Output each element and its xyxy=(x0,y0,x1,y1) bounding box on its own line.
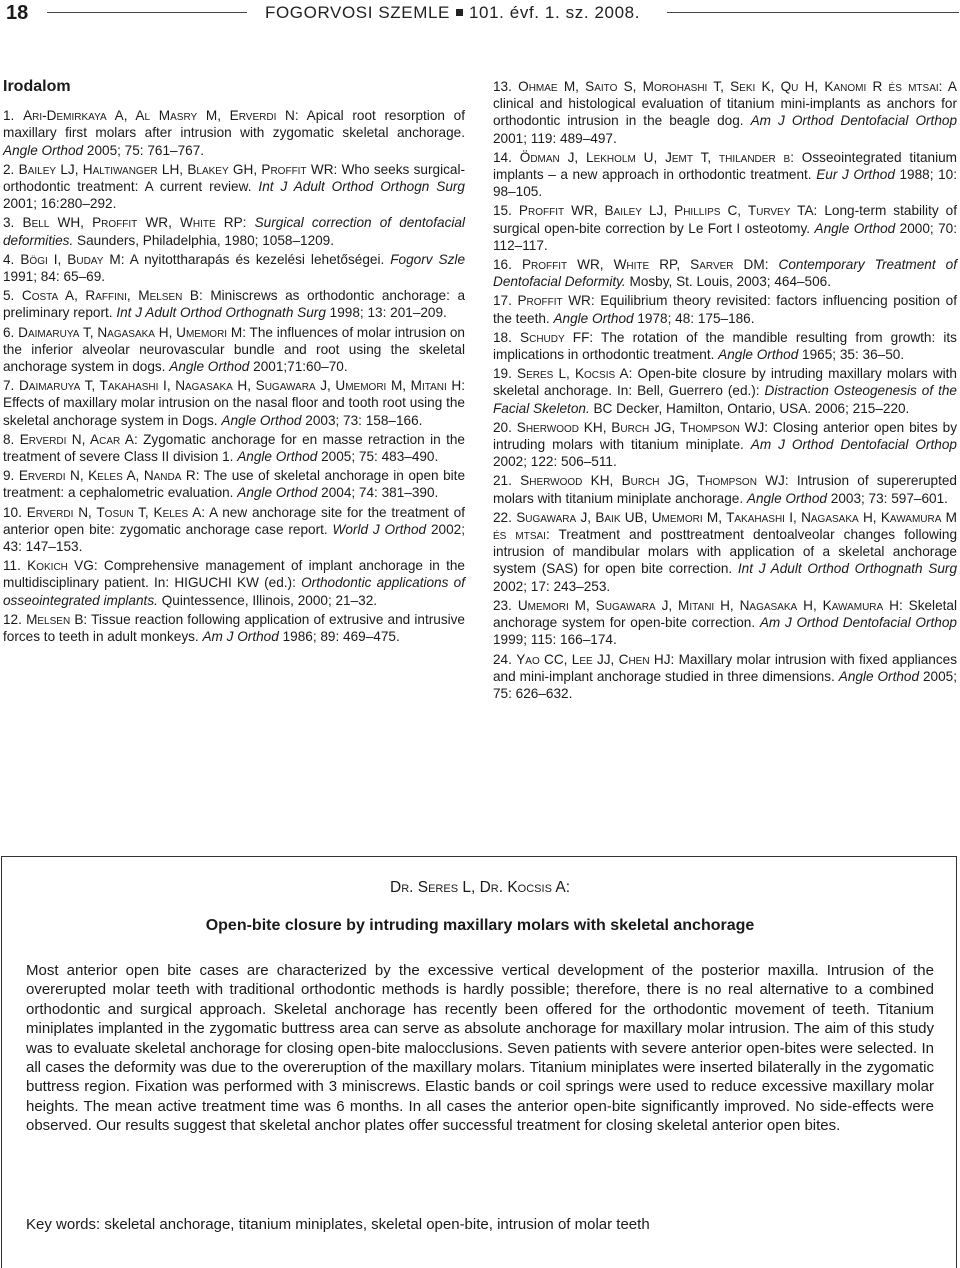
reference-text: : Osseointegrated titanium implants – a new approach in orthodontic treatment. xyxy=(493,149,957,183)
journal-name: FOGORVOSI SZEMLE xyxy=(265,3,450,22)
reference-text: : Equilibrium theory revisited: factors influencing position of the teeth. xyxy=(493,293,957,326)
reference-tail: Saunders, Philadelphia, 1980; 1058–1209. xyxy=(73,232,335,248)
reference-journal: Contemporary Treatment of Dentofacial Deformity. xyxy=(493,257,957,290)
reference-text: : Treatment and posttreatment dentoalveolar changes following intrusion of mandibular molars with application of a skeletal anchorage system (SAS) for open bite correction. xyxy=(493,527,957,577)
reference-item xyxy=(3,287,465,321)
reference-authors: Erverdi N, Keles A, Nanda R xyxy=(18,468,196,484)
abstract-authors: Dr. Seres L, Dr. Kocsis A: xyxy=(390,879,570,896)
reference-n: 24. xyxy=(493,651,517,667)
reference-item xyxy=(493,419,957,471)
reference-authors: Bell WH, Proffit WR, White RP xyxy=(22,215,243,231)
reference-list-right xyxy=(493,78,957,702)
reference-journal: Am J Orthod xyxy=(202,629,279,645)
reference-authors: Melsen B xyxy=(26,611,84,627)
reference-journal: Angle Orthod xyxy=(3,142,84,158)
references-left-column xyxy=(3,78,465,647)
journal-issue: 101. évf. 1. sz. 2008. xyxy=(469,3,641,22)
reference-n: 8. xyxy=(3,431,20,447)
reference-authors: Kokich VG xyxy=(27,558,94,574)
reference-text: : Miniscrews as orthodontic anchorage: a preliminary report. xyxy=(3,288,465,321)
reference-n: 20. xyxy=(493,419,517,435)
reference-tail: 1998; 13: 201–209. xyxy=(325,305,447,321)
reference-item xyxy=(3,251,465,285)
reference-authors: Proffit WR, Bailey LJ, Phillips C, Turvey TA xyxy=(518,203,814,219)
reference-n: 9. xyxy=(3,468,19,484)
reference-item xyxy=(3,504,465,556)
reference-n: 16. xyxy=(493,257,522,273)
reference-tail: 2002; 122: 506–511. xyxy=(493,454,617,470)
reference-journal: Am J Orthod Dentofacial Orthop xyxy=(759,615,957,631)
references-heading: Irodalom xyxy=(3,78,71,95)
reference-item xyxy=(493,472,957,506)
reference-text: : The use of skeletal anchorage in open bite treatment: a cephalometric evaluation. xyxy=(3,468,466,501)
reference-item xyxy=(3,611,465,645)
reference-list-left xyxy=(3,107,465,645)
reference-text: : Who seeks surgical-orthodontic treatment: A current review. xyxy=(3,161,465,195)
reference-text: : Tissue reaction following application of extrusive and intrusive forces to teeth in adult monkeys. xyxy=(3,611,465,645)
reference-authors: Daimaruya T, Nagasaka H, Umemori M xyxy=(18,324,243,340)
reference-tail: 2005; 75: 761–767. xyxy=(83,142,205,158)
reference-n: 3. xyxy=(3,215,23,231)
reference-n: 1. xyxy=(3,108,24,124)
reference-n: 17. xyxy=(493,293,518,309)
reference-item xyxy=(493,597,957,649)
reference-item xyxy=(493,149,957,201)
reference-tail: 2000; 70: 112–117. xyxy=(493,220,958,253)
reference-item xyxy=(3,107,465,159)
reference-authors: Sherwood KH, Burch JG, Thompson WJ xyxy=(516,419,765,435)
reference-journal: Angle Orthod xyxy=(553,310,634,326)
reference-authors: Erverdi N, Tosun T, Keles A xyxy=(26,504,202,520)
reference-item xyxy=(493,202,957,254)
reference-authors: Ohmae M, Saito S, Morohashi T, Seki K, Qu H, Kanomi R és mtsai xyxy=(518,79,939,94)
reference-text: : xyxy=(764,257,779,273)
reference-text: : Maxillary molar intrusion with fixed appliances and mini-implant anchorage studied in three dimensions. xyxy=(493,651,957,684)
reference-journal: Int J Adult Orthod Orthogn Surg xyxy=(258,179,465,195)
reference-journal: Orthodontic applications of osseointegrated implants. xyxy=(3,575,465,608)
reference-authors: Daimaruya T, Takahashi I, Nagasaka H, Sugawara J, Umemori M, Mitani H xyxy=(18,378,462,394)
reference-journal: Angle Orthod xyxy=(169,359,250,375)
reference-journal: Am J Orthod Dentofacial Orthop xyxy=(750,113,958,129)
reference-authors: Bögi I, Buday M xyxy=(20,251,121,267)
reference-item xyxy=(3,467,465,501)
reference-text: : Comprehensive management of implant anchorage in the multidisciplinary patient. In: HIGUCHI KW (ed.): xyxy=(3,558,465,591)
reference-tail: 2001;71:60–70. xyxy=(249,359,348,375)
reference-journal: World J Orthod xyxy=(332,521,427,537)
reference-journal: Surgical correction of dentofacial deformities. xyxy=(3,215,465,248)
reference-journal: Angle Orthod xyxy=(221,412,302,428)
reference-n: 18. xyxy=(493,329,521,345)
reference-text: : Effects of maxillary molar intrusion on the nasal floor and tooth root using the skeletal anchorage system in Dogs. xyxy=(3,378,465,428)
reference-journal: Angle Orthod xyxy=(838,668,920,684)
reference-text: : A clinical and histological evaluation of titanium mini-implants as anchors for orthodontic intrusion in the beagle dog. xyxy=(493,79,957,129)
reference-authors: Ödman J, Lekholm U, Jemt T, thilander b xyxy=(519,149,791,165)
square-bullet-icon xyxy=(456,9,463,16)
reference-tail: BC Decker, Hamilton, Ontario, USA. 2006; 215–220. xyxy=(589,400,910,416)
reference-authors: Costa A, Raffini, Melsen B xyxy=(21,288,199,304)
reference-text: : xyxy=(242,215,255,231)
reference-item xyxy=(3,324,465,376)
reference-n: 19. xyxy=(493,366,518,382)
reference-tail: 2001; 16:280–292. xyxy=(3,196,117,212)
reference-n: 14. xyxy=(493,149,520,165)
reference-tail: 1965; 35: 36–50. xyxy=(798,347,905,363)
reference-tail: 2001; 119: 489–497. xyxy=(493,130,617,146)
reference-tail: Mosby, St. Louis, 2003; 464–506. xyxy=(625,274,832,290)
reference-n: 12. xyxy=(3,611,27,627)
reference-item xyxy=(3,377,465,429)
reference-tail: 2002; 17: 243–253. xyxy=(493,578,611,594)
reference-n: 7. xyxy=(3,378,19,394)
reference-item xyxy=(3,557,465,609)
reference-item xyxy=(493,292,957,326)
reference-authors: Umemori M, Sugawara J, Mitani H, Nagasaka H, Kawamura H xyxy=(517,597,899,613)
reference-authors: Schudy FF xyxy=(520,329,590,345)
reference-n: 22. xyxy=(493,509,517,525)
reference-journal: Angle Orthod xyxy=(237,449,318,465)
reference-n: 11. xyxy=(3,558,28,574)
reference-text: : The influences of molar intrusion on the inferior alveolar neurovascular bundle and root using the skeletal anchorage system in dogs. xyxy=(3,324,465,375)
reference-n: 10. xyxy=(3,504,27,520)
reference-authors: Proffit WR, White RP, Sarver DM xyxy=(521,257,765,273)
reference-text: : Open-bite closure by intruding maxillary molars with skeletal anchorage. In: Bell, Guerrero (ed.): xyxy=(493,366,957,399)
reference-text: : A new anchorage site for the treatment of anterior open bite: zygomatic anchorage case report. xyxy=(3,504,465,537)
header-rule-right xyxy=(667,12,959,13)
reference-item xyxy=(3,214,465,248)
reference-item xyxy=(3,431,465,465)
reference-authors: Sherwood KH, Burch JG, Thompson WJ xyxy=(520,473,785,489)
reference-text: : Closing anterior open bites by intruding molars with titanium miniplate. xyxy=(493,419,957,453)
english-abstract xyxy=(1,856,957,1268)
reference-authors: Proffit WR xyxy=(517,293,591,309)
reference-n: 6. xyxy=(3,324,19,340)
reference-authors: Sugawara J, Baik UB, Umemori M, Takahashi I, Nagasaka H, Kawamura M és mtsai xyxy=(493,509,957,543)
reference-item xyxy=(3,161,465,213)
reference-journal: Distraction Osteogenesis of the Facial Skeleton. xyxy=(493,383,957,416)
reference-text: : Apical root resorption of maxillary first molars after intrusion with zygomatic skeletal anchorage. xyxy=(3,108,466,141)
reference-journal: Angle Orthod xyxy=(237,485,318,501)
reference-authors: Bailey LJ, Haltiwanger LH, Blakey GH, Proffit WR xyxy=(18,161,334,177)
running-header xyxy=(3,0,957,30)
reference-journal: Am J Orthod Dentofacial Orthop xyxy=(750,437,957,453)
reference-item xyxy=(493,509,957,595)
reference-journal: Int J Adult Orthod Orthognath Surg xyxy=(116,305,326,321)
reference-item xyxy=(493,651,957,703)
abstract-keywords: Key words: skeletal anchorage, titanium miniplates, skeletal open-bite, intrusion of molar teeth xyxy=(26,1216,650,1233)
reference-tail: 1991; 84: 65–69. xyxy=(3,269,106,285)
reference-tail: 1978; 48: 175–186. xyxy=(633,310,755,326)
reference-text: : Zygomatic anchorage for en masse retraction in the treatment of severe Class II division 1. xyxy=(3,431,465,465)
reference-tail: 2005; 75: 626–632. xyxy=(493,668,957,701)
reference-tail: 1988; 10: 98–105. xyxy=(493,167,957,200)
reference-item xyxy=(493,256,957,290)
reference-n: 21. xyxy=(493,473,521,489)
reference-n: 13. xyxy=(493,79,519,94)
reference-tail: Quintessence, Illinois, 2000; 21–32. xyxy=(157,592,378,608)
reference-journal: Angle Orthod xyxy=(814,220,896,236)
reference-tail: 1999; 115: 166–174. xyxy=(493,632,617,648)
reference-text: : Skeletal anchorage system for open-bite correction. xyxy=(493,597,957,631)
reference-n: 23. xyxy=(493,597,518,613)
reference-journal: Angle Orthod xyxy=(746,490,827,506)
reference-text: : Long-term stability of surgical open-bite correction by Le Fort I osteotomy. xyxy=(493,203,957,236)
page-number: 18 xyxy=(6,2,29,24)
reference-n: 2. xyxy=(3,161,19,177)
header-rule-left xyxy=(47,12,247,13)
abstract-title: Open-bite closure by intruding maxillary molars with skeletal anchorage xyxy=(205,917,755,934)
reference-journal: Angle Orthod xyxy=(718,347,799,363)
abstract-body: Most anterior open bite cases are characterized by the excessive vertical development of the posterior maxilla. Intrusion of the overerupted molar teeth with traditional orthodontic methods is hardly possible; therefore, there is no real alternative to a combined orthodontic and surgical approach. Skeletal anchorage has recently been offered for the orthodontic movement of teeth. Titanium miniplates implanted in the zygomatic buttress area can serve as absolute anchorage for maxillary molar intrusion. The aim of this study was to evaluate skeletal anchorage for closing open-bite malocclusions. Seven patients with severe anterior open-bites were selected. In all cases the deformity was due to the overeruption of the maxillary molars. Titanium miniplates were inserted bilaterally in the zygomatic buttress region. Fixation was performed with 3 miniscrews. Elastic bands or coil springs were used to reduce excessive maxillary molar heights. The mean active treatment time was 6 months. In all cases the anterior open-bite significantly improved. No side-effects were observed. Our results suggest that skeletal anchor plates offer successful treatment for closing skeletal anterior open bites. xyxy=(26,962,934,1135)
reference-journal: Int J Adult Orthod Orthognath Surg xyxy=(737,561,958,577)
reference-n: 4. xyxy=(3,251,21,267)
reference-item xyxy=(493,78,957,147)
reference-item xyxy=(493,329,957,363)
reference-journal: Fogorv Szle xyxy=(390,251,466,267)
reference-tail: 2003; 73: 597–601. xyxy=(826,490,948,506)
journal-title xyxy=(265,3,640,23)
reference-authors: Seres L, Kocsis A xyxy=(517,366,629,382)
reference-text: : Intrusion of supererupted molars with titanium miniplate anchorage. xyxy=(493,473,957,506)
reference-text: : A nyitottharapás és kezelési lehetőségei. xyxy=(120,251,391,267)
reference-tail: 2002; 43: 147–153. xyxy=(3,521,466,555)
reference-authors: Erverdi N, Acar A xyxy=(19,431,134,447)
reference-tail: 2005; 75: 483–490. xyxy=(317,449,439,465)
reference-authors: Yao CC, Lee JJ, Chen HJ xyxy=(516,651,671,667)
reference-tail: 2003; 73: 158–166. xyxy=(301,412,423,428)
reference-n: 5. xyxy=(3,288,22,304)
reference-journal: Eur J Orthod xyxy=(816,167,895,183)
reference-text: : The rotation of the mandible resulting from growth: its implications in orthodontic treatment. xyxy=(493,329,957,363)
reference-tail: 1986; 89: 469–475. xyxy=(278,629,400,645)
reference-n: 15. xyxy=(493,203,519,219)
references-right-column xyxy=(493,78,957,704)
reference-item xyxy=(493,365,957,417)
reference-tail: 2004; 74: 381–390. xyxy=(317,485,439,501)
reference-authors: Ari-Demirkaya A, Al Masry M, Erverdi N xyxy=(23,108,295,124)
